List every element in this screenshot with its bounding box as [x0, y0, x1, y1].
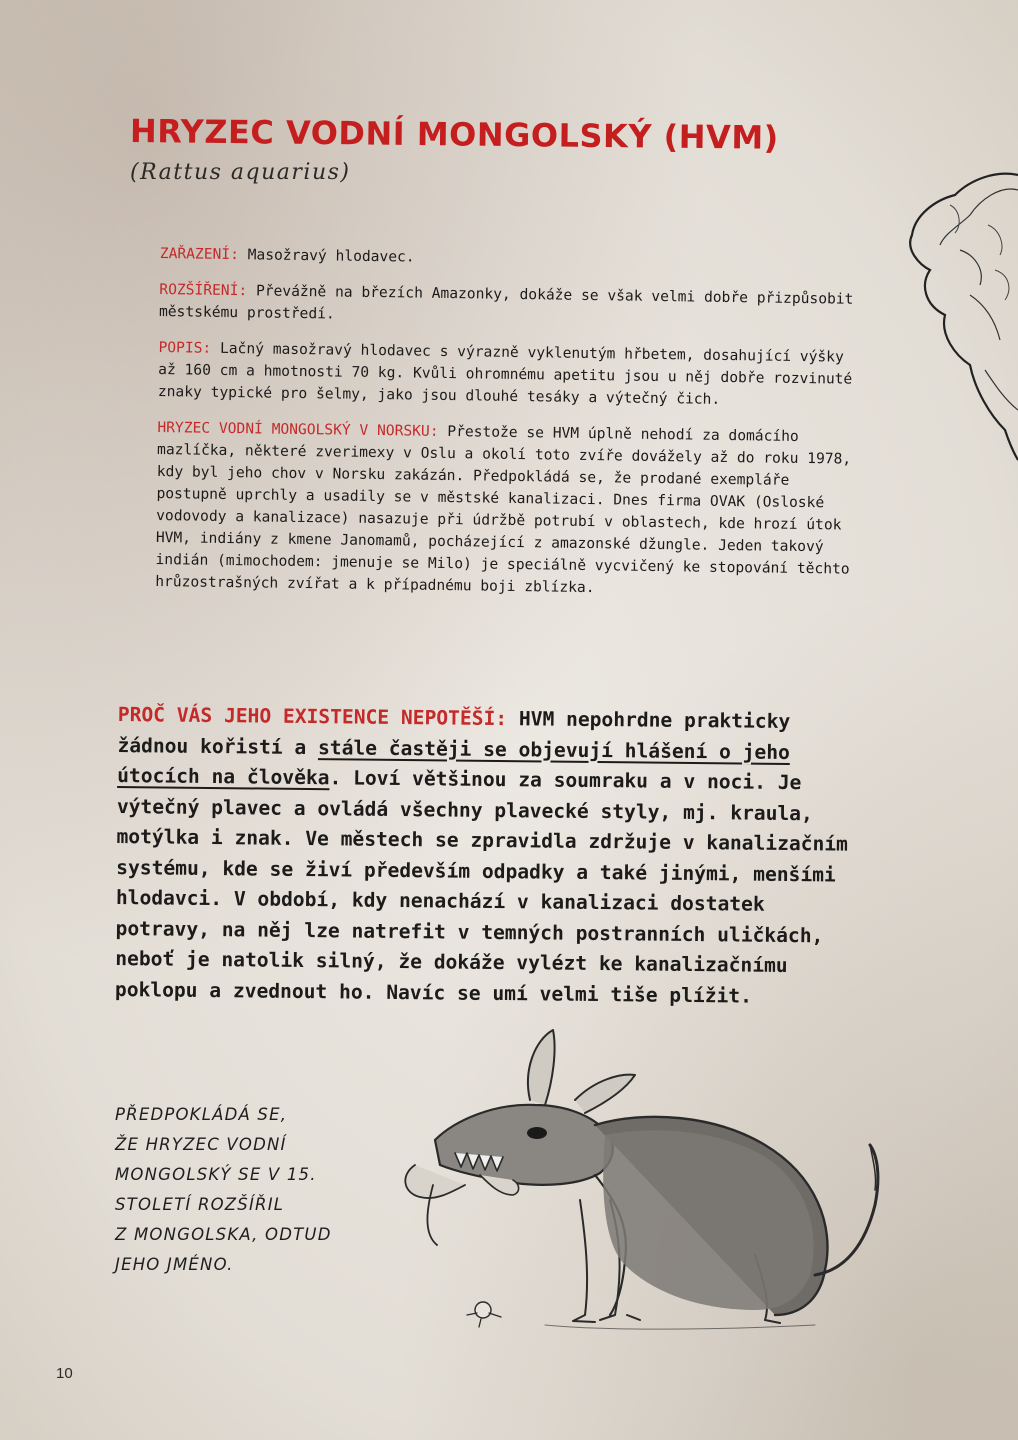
warning-label: PROČ VÁS JEHO EXISTENCE NEPOTĚŠÍ:	[117, 702, 508, 731]
warning-text: HVM nepohrdne prakticky žádnou kořistí a	[117, 707, 791, 759]
entry-label: ROZŠÍŘENÍ:	[159, 280, 248, 300]
rat-illustration	[395, 1025, 920, 1345]
handwritten-line: Z MONGOLSKA, ODTUD	[115, 1225, 332, 1244]
warning-text: . Loví většinou za soumraku a v noci. Je výtečný plavec a ovládá všechny plavecké styly, mj. kraula, motýlka i znak. Ve městech se zpravidla zdržuje v kanalizačním systému, kde se živí především odpadky a také jinými, menšími hlodavci. V období, kdy nenachází v kanalizaci dostatek potravy, na něj lze natrefit v temných postranních uličkách, neboť je natolik silný, že dokáže vylézt ke kanalizačnímu poklopu a zvednout ho. Navíc se umí velmi tiše plížit.	[114, 766, 849, 1008]
rock-sketch-illustration	[900, 155, 1018, 465]
handwritten-note	[115, 1100, 415, 1280]
entry-norway	[155, 417, 862, 603]
entry-label: HRYZEC VODNÍ MONGOLSKÝ V NORSKU:	[157, 418, 439, 440]
handwritten-line: JEHO JMÉNO.	[115, 1255, 234, 1274]
entry-distribution	[159, 279, 865, 333]
entry-text: Převážně na březích Amazonky, dokáže se však velmi dobře přizpůsobit městskému prostředí.	[158, 282, 854, 323]
latin-name: (Rattus aquarius)	[130, 160, 351, 185]
warning-underlined-text: stále častěji se objevují hlášení o jeho útocích na člověka	[117, 735, 791, 790]
entry-label: ZAŘAZENÍ:	[159, 244, 240, 264]
handwritten-line: ŽE HRYZEC VODNÍ	[115, 1135, 287, 1154]
entry-text: Lačný masožravý hlodavec s výrazně vyklenutým hřbetem, dosahující výšky až 160 cm a hmotnosti 70 kg. Kvůli ohromnému apetitu jsou u něj dobře rozvinuté znaky typické pro šelmy, jako jsou dlouhé tesáky a výtečný čich.	[157, 339, 853, 408]
entry-description	[158, 337, 864, 413]
entry-text: Masožravý hlodavec.	[238, 246, 415, 266]
entry-classification	[160, 243, 865, 275]
info-entries	[155, 243, 865, 617]
entry-label: POPIS:	[158, 338, 212, 357]
page-number: 10	[56, 1365, 73, 1382]
handwritten-line: PŘEDPOKLÁDÁ SE,	[115, 1105, 288, 1124]
handwritten-line: STOLETÍ ROZŠÍŘIL	[115, 1195, 285, 1214]
page-title: HRYZEC VODNÍ MONGOLSKÝ (HVM)	[129, 112, 779, 157]
entry-text: Přestože se HVM úplně nehodí za domácího mazlíčka, některé zverimexy v Oslu a okolí toto zvíře dovážely až do roku 1978, kdy byl jeho chov v Norsku zakázán. Předpokládá se, že prodané exempláře postupně uprchly a usadily se v městské kanalizaci. Dnes firma OVAK (Osloské vodovody a kanalizace) nasazuje při údržbě potrubí v oblastech, kde hrozí útok HVM, indiány z kmene Janomamů, pocházející z amazonské džungle. Jeden takový indián (mimochodem: jmenuje se Milo) je speciálně vycvičený ke stopování těchto hrůzostrašných zvířat a k případnému boji zblízka.	[155, 422, 852, 597]
warning-paragraph	[115, 700, 860, 1013]
handwritten-line: MONGOLSKÝ SE V 15.	[115, 1165, 317, 1184]
